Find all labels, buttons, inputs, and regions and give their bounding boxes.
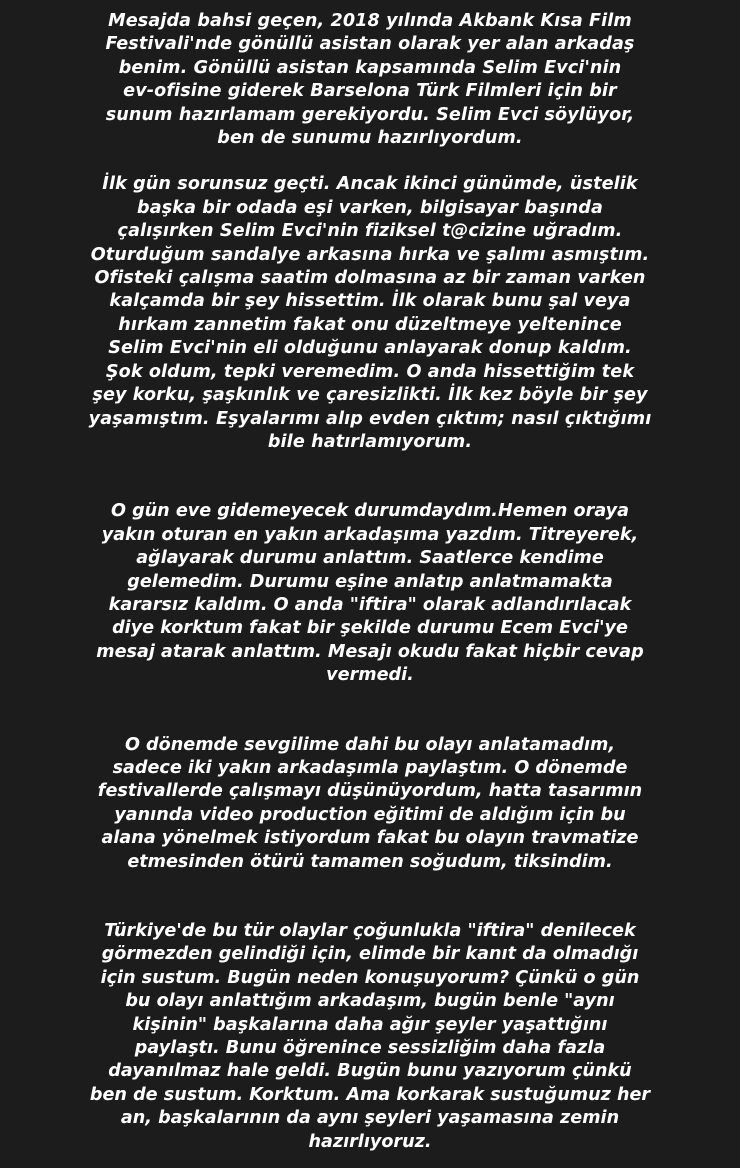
story-line: mesaj atarak anlattım. Mesajı okudu fakat hiçbir cevap bbox=[96, 641, 644, 662]
story-line: vermedi. bbox=[326, 665, 414, 686]
story-line: kişinin" başkalarına daha ağır şeyler yaşattığını bbox=[132, 1014, 608, 1035]
story-line: benim. Gönüllü asistan kapsamında Selim Evci'nin bbox=[118, 57, 622, 78]
story-line: sadece iki yakın arkadaşımla paylaştım. O dönemde bbox=[112, 757, 628, 778]
story-line: şey korku, şaşkınlık ve çaresizlikti. İlk kez böyle bir şey bbox=[92, 385, 648, 406]
story-line: bu olayı anlattığım arkadaşım, bugün benle "aynı bbox=[125, 991, 615, 1012]
story-line: İlk gün sorunsuz geçti. Ancak ikinci günümde, üstelik bbox=[102, 174, 638, 195]
story-line: hırkam zannetim fakat onu düzeltmeye yeltenince bbox=[118, 314, 622, 335]
story-line: çalışırken Selim Evci'nin fiziksel t@cizine uğradım. bbox=[117, 221, 623, 242]
story-line: sunum hazırlamam gerekiyordu. Selim Evci söylüyor, bbox=[105, 104, 635, 125]
paragraph-gap bbox=[44, 874, 696, 920]
story-line: paylaştı. Bunu öğrenince sessizliğim daha fazla bbox=[134, 1038, 606, 1059]
story-line: ben de sunumu hazırlıyordum. bbox=[217, 128, 523, 149]
paragraph-5 bbox=[44, 920, 696, 1154]
story-line: için sustum. Bugün neden konuşuyorum? Çünkü o gün bbox=[100, 967, 640, 988]
story-line: alana yönelmek istiyordum fakat bu olayın travmatize bbox=[101, 828, 639, 849]
story-line: Oturduğum sandalye arkasına hırka ve şalımı asmıştım. bbox=[90, 244, 650, 265]
paragraph-1 bbox=[44, 10, 696, 150]
story-line: hazırlıyoruz. bbox=[308, 1131, 432, 1152]
story-line: ev-ofisine giderek Barselona Türk Filmleri için bir bbox=[123, 81, 617, 102]
story-line: bile hatırlamıyorum. bbox=[267, 431, 473, 452]
story-line: Festivali'nde gönüllü asistan olarak yer alan arkadaş bbox=[105, 34, 635, 55]
story-line: Ofisteki çalışma saatim dolmasına az bir zaman varken bbox=[94, 268, 646, 289]
story-text bbox=[0, 10, 740, 1154]
story-line: etmesinden ötürü tamamen soğudum, tiksindim. bbox=[127, 851, 613, 872]
story-line: diye korktum fakat bir şekilde durumu Ecem Evci'ye bbox=[112, 618, 628, 639]
story-line: gelemedim. Durumu eşine anlatıp anlatmamakta bbox=[127, 571, 613, 592]
paragraph-2 bbox=[44, 173, 696, 454]
story-line: yanında video production eğitimi de aldığım için bu bbox=[114, 804, 626, 825]
story-line: Mesajda bahsi geçen, 2018 yılında Akbank Kısa Film bbox=[108, 11, 632, 31]
story-line: ben de sustum. Korktum. Ama korkarak sustuğumuz her bbox=[89, 1084, 651, 1105]
story-line: an, başkalarının da aynı şeyleri yaşamasına zemin bbox=[120, 1108, 620, 1129]
story-line: festivallerde çalışmayı düşünüyordum, hatta tasarımın bbox=[97, 781, 643, 802]
story-line: kalçamda bir şey hissettim. İlk olarak bunu şal veya bbox=[109, 291, 631, 312]
story-line: Şok oldum, tepki veremedim. O anda hissettiğim tek bbox=[105, 361, 635, 382]
story-line: O gün eve gidemeyecek durumdaydım.Hemen oraya bbox=[110, 501, 629, 522]
story-line: yakın oturan en yakın arkadaşıma yazdım. Titreyerek, bbox=[101, 524, 639, 545]
paragraph-gap bbox=[44, 454, 696, 500]
story-line: Selim Evci'nin eli olduğunu anlayarak donup kaldım. bbox=[108, 338, 632, 359]
paragraph-3 bbox=[44, 500, 696, 687]
story-line: dayanılmaz hale geldi. Bugün bunu yazıyorum çünkü bbox=[108, 1061, 632, 1082]
paragraph-4 bbox=[44, 734, 696, 874]
story-line: O dönemde sevgilime dahi bu olayı anlatamadım, bbox=[124, 734, 616, 755]
paragraph-gap bbox=[44, 688, 696, 734]
story-line: yaşamıştım. Eşyalarımı alıp evden çıktım; nasıl çıktığımı bbox=[88, 408, 652, 429]
story-line: kararsız kaldım. O anda "iftira" olarak adlandırılacak bbox=[108, 594, 632, 615]
story-line: Türkiye'de bu tür olaylar çoğunlukla "iftira" denilecek bbox=[104, 921, 636, 941]
story-line: ağlayarak durumu anlattım. Saatlerce kendime bbox=[136, 548, 604, 569]
paragraph-gap bbox=[44, 150, 696, 173]
story-line: görmezden gelindiği için, elimde bir kanıt da olmadığı bbox=[101, 944, 639, 965]
story-line: başka bir odada eşi varken, bilgisayar başında bbox=[137, 197, 603, 218]
